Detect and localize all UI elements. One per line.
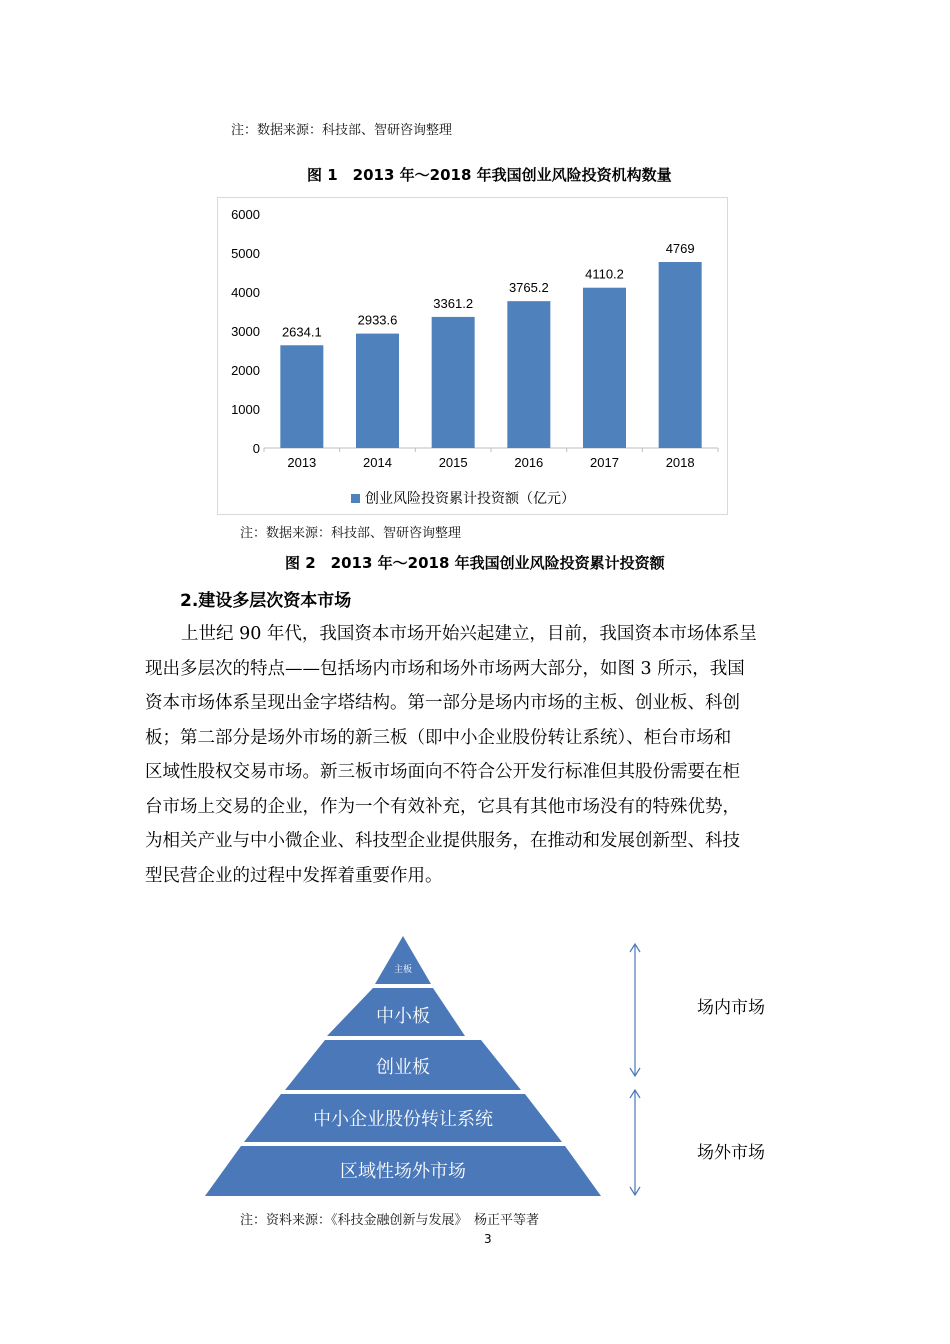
figure3-source-note: 注：资料来源：《科技金融创新与发展》 杨正平等著 [240, 1213, 540, 1228]
bar-value-label: 4110.2 [585, 266, 624, 282]
pyramid-tier-regional-otc-label: 区域性场外市场 [340, 1161, 466, 1182]
body-paragraph [145, 617, 805, 893]
bar [280, 345, 323, 448]
pyramid-tier-main-board-label: 主板 [393, 965, 413, 975]
y-tick-label: 4000 [231, 285, 260, 300]
bar-value-label: 2933.6 [357, 312, 398, 328]
bar-value-label: 3765.2 [508, 280, 549, 296]
pyramid-tier-sme-board-label: 中小板 [376, 1006, 430, 1027]
bar [432, 317, 475, 448]
pyramid-tier-neeq-label: 中小企业股份转让系统 [313, 1109, 493, 1130]
top-source-note: 注：数据来源：科技部、智研咨询整理 [231, 123, 453, 138]
y-tick-label: 3000 [231, 324, 260, 339]
bar-chart-svg [218, 198, 729, 516]
y-tick-label: 0 [252, 441, 260, 456]
paragraph-line: 资本市场体系呈现出金字塔结构。第一部分是场内市场的主板、创业板、科创 [145, 693, 740, 713]
bar [356, 334, 399, 448]
bar-chart [217, 197, 728, 515]
x-tick-label: 2018 [665, 455, 695, 470]
bar [583, 288, 626, 448]
y-tick-label: 5000 [231, 246, 260, 261]
paragraph-line: 台市场上交易的企业，作为一个有效补充，它具有其他市场没有的特殊优势， [145, 796, 740, 817]
page-number: 3 [484, 1232, 492, 1246]
paragraph-line: 上世纪 90 年代，我国资本市场开始兴起建立，目前，我国资本市场体系呈 [181, 624, 757, 644]
y-tick-label: 2000 [231, 363, 260, 378]
chart-source-note: 注：数据来源：科技部、智研咨询整理 [240, 526, 462, 541]
paragraph-line: 现出多层次的特点——包括场内市场和场外市场两大部分，如图 3 所示，我国 [145, 658, 745, 679]
market-range-arrows [620, 940, 650, 1205]
out-market-label: 场外市场 [697, 1143, 765, 1163]
legend-label: 创业风险投资累计投资额（亿元） [365, 491, 575, 507]
bar-value-label: 4769 [665, 241, 695, 257]
section-heading: 2.建设多层次资本市场 [180, 591, 352, 611]
capital-market-pyramid [195, 930, 615, 1200]
pyramid-tier-main-board [375, 936, 431, 984]
paragraph-line: 型民营企业的过程中发挥着重要作用。 [145, 865, 443, 886]
paragraph-line: 区域性股权交易市场。新三板市场面向不符合公开发行标准但其股份需要在柜 [145, 762, 740, 782]
figure1-caption: 图 1 2013 年～2018 年我国创业风险投资机构数量 [307, 166, 672, 184]
legend-swatch [351, 494, 360, 503]
figure2-caption: 图 2 2013 年～2018 年我国创业风险投资累计投资额 [285, 554, 665, 572]
in-market-label: 场内市场 [697, 998, 765, 1018]
x-tick-label: 2017 [590, 455, 619, 470]
bar [659, 262, 702, 448]
x-tick-label: 2016 [514, 455, 544, 470]
paragraph-line: 板；第二部分是场外市场的新三板（即中小企业股份转让系统）、柜台市场和 [145, 727, 732, 748]
x-tick-label: 2014 [363, 455, 392, 470]
bar-value-label: 3361.2 [433, 295, 474, 311]
pyramid-tier-chinext-label: 创业板 [376, 1057, 430, 1078]
x-tick-label: 2015 [438, 455, 468, 470]
y-tick-label: 6000 [231, 207, 260, 222]
y-tick-label: 1000 [231, 402, 260, 417]
paragraph-line: 为相关产业与中小微企业、科技型企业提供服务，在推动和发展创新型、科技 [145, 831, 740, 851]
x-tick-label: 2013 [287, 455, 317, 470]
bar-value-label: 2634.1 [281, 324, 322, 340]
bar [507, 301, 550, 448]
